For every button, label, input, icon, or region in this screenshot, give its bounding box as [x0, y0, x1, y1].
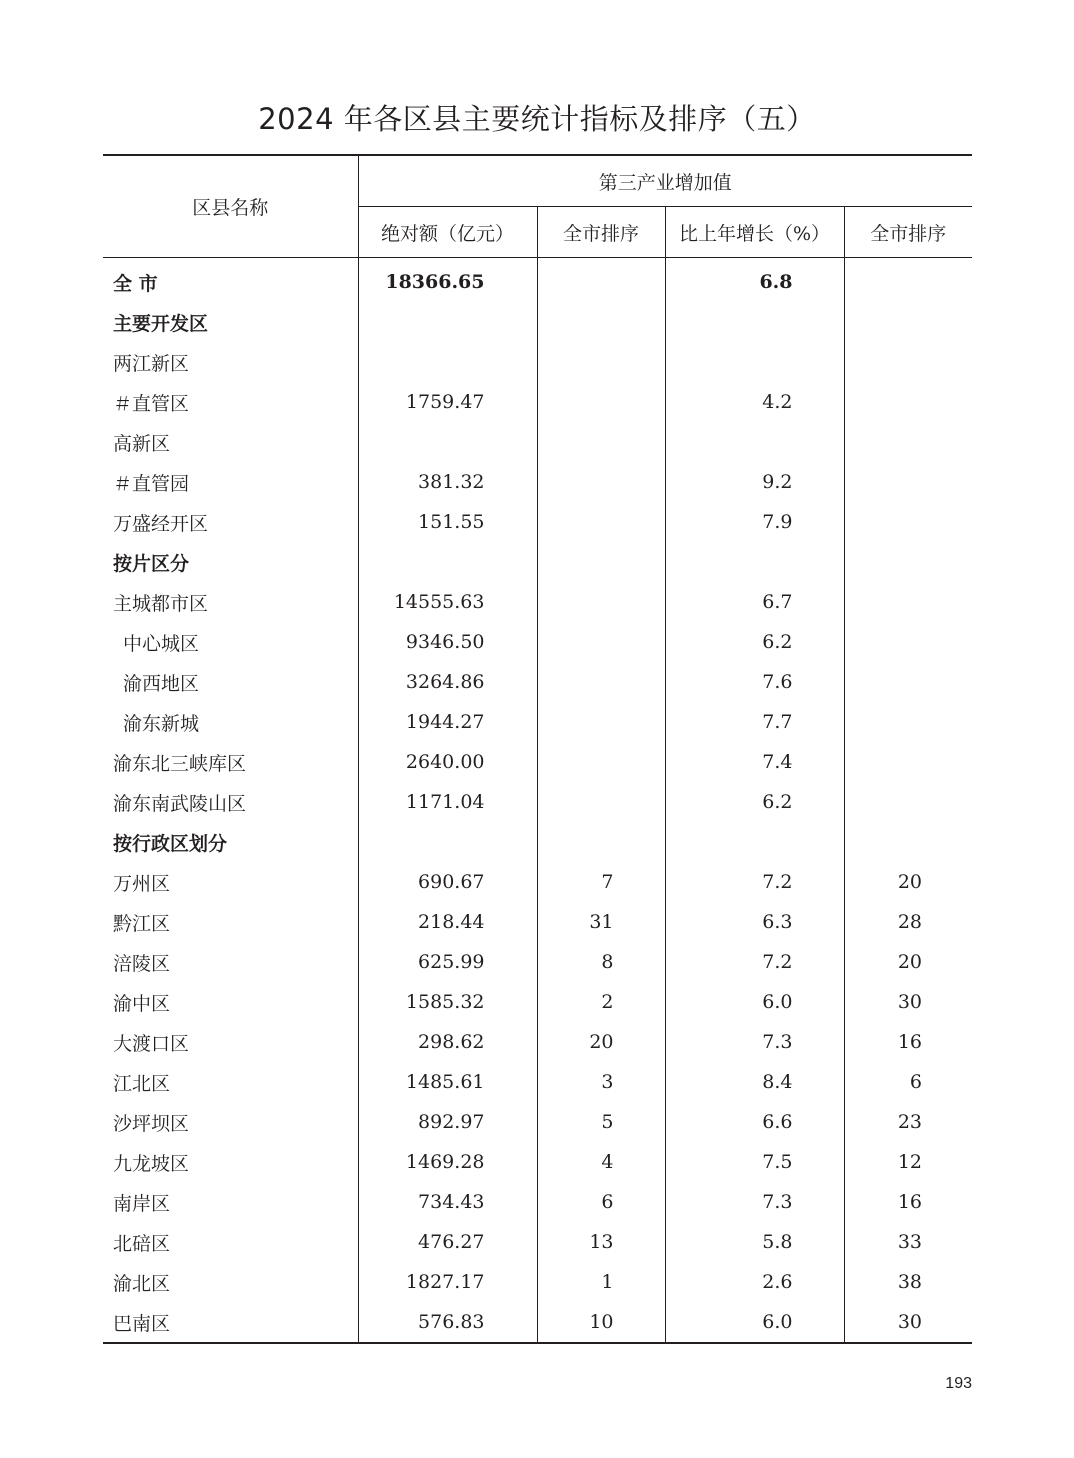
growth-rate-cell: 6.0	[665, 1302, 844, 1343]
table-row	[103, 422, 972, 462]
table-row	[103, 1022, 972, 1062]
city-rank-cell: 31	[537, 902, 665, 942]
absolute-value-cell: 9346.50	[358, 622, 537, 662]
growth-rate-cell: 8.4	[665, 1062, 844, 1102]
city-rank-cell	[537, 542, 665, 582]
absolute-value-cell: 734.43	[358, 1182, 537, 1222]
growth-rate-cell: 6.3	[665, 902, 844, 942]
district-name-cell: 渝中区	[103, 982, 358, 1022]
growth-rank-cell	[844, 342, 972, 382]
district-name-cell: 按片区分	[103, 542, 358, 582]
city-rank-cell	[537, 662, 665, 702]
district-name-cell: 渝东北三峡库区	[103, 742, 358, 782]
district-name-cell: 中心城区	[103, 622, 358, 662]
absolute-value-cell: 1485.61	[358, 1062, 537, 1102]
growth-rate-cell: 9.2	[665, 462, 844, 502]
city-rank-cell	[537, 582, 665, 622]
absolute-value-cell: 1944.27	[358, 702, 537, 742]
statistics-table	[103, 154, 972, 1344]
table-row	[103, 1142, 972, 1182]
growth-rate-cell: 7.4	[665, 742, 844, 782]
absolute-value-cell: 1585.32	[358, 982, 537, 1022]
district-name-cell: 巴南区	[103, 1302, 358, 1343]
growth-rank-cell: 38	[897, 1271, 923, 1293]
growth-rank-cell	[844, 782, 972, 822]
table-row	[103, 582, 972, 622]
growth-rank-cell	[844, 502, 972, 542]
growth-rank-cell	[844, 258, 972, 303]
growth-rank-cell: 30	[897, 991, 923, 1013]
growth-rank-cell: 28	[897, 911, 923, 933]
table-row	[103, 742, 972, 782]
district-name-cell: ＃直管园	[103, 462, 358, 502]
city-rank-cell: 6	[537, 1182, 665, 1222]
district-name-cell: 渝北区	[103, 1262, 358, 1302]
district-name-cell: 渝东南武陵山区	[103, 782, 358, 822]
city-rank-cell: 5	[537, 1102, 665, 1142]
absolute-value-cell: 298.62	[358, 1022, 537, 1062]
city-rank-cell: 13	[537, 1222, 665, 1262]
growth-rank-cell	[844, 542, 972, 582]
city-rank-cell	[537, 622, 665, 662]
district-name-cell: 黔江区	[103, 902, 358, 942]
growth-rate-cell: 7.3	[665, 1182, 844, 1222]
table-row	[103, 982, 972, 1022]
growth-rate-cell: 7.3	[665, 1022, 844, 1062]
district-name-cell: 南岸区	[103, 1182, 358, 1222]
city-rank-cell	[537, 822, 665, 862]
city-rank-cell	[537, 382, 665, 422]
district-name-cell: 渝西地区	[103, 662, 358, 702]
growth-rate-cell: 6.6	[665, 1102, 844, 1142]
city-rank-cell: 20	[537, 1022, 665, 1062]
growth-rate-cell: 2.6	[665, 1262, 844, 1302]
growth-rank-cell: 16	[897, 1031, 923, 1053]
table-row	[103, 702, 972, 742]
growth-rank-cell	[844, 662, 972, 702]
growth-rate-cell: 7.7	[665, 702, 844, 742]
growth-rank-cell: 16	[897, 1191, 923, 1213]
district-name-cell: 北碚区	[103, 1222, 358, 1262]
absolute-value-cell: 576.83	[358, 1302, 537, 1343]
table-row	[103, 902, 972, 942]
absolute-value-cell: 2640.00	[358, 742, 537, 782]
table-row	[103, 1302, 972, 1343]
growth-rate-cell	[665, 822, 844, 862]
growth-rank-cell	[844, 302, 972, 342]
table-row	[103, 342, 972, 382]
district-name-cell: 大渡口区	[103, 1022, 358, 1062]
absolute-value-cell: 476.27	[358, 1222, 537, 1262]
absolute-value-cell	[358, 822, 537, 862]
table-row	[103, 302, 972, 342]
growth-rate-cell	[665, 542, 844, 582]
city-rank-cell	[537, 462, 665, 502]
table-row	[103, 382, 972, 422]
district-name-cell: 主城都市区	[103, 582, 358, 622]
table-row	[103, 622, 972, 662]
city-rank-cell: 4	[537, 1142, 665, 1182]
table-row	[103, 662, 972, 702]
district-name-cell: 按行政区划分	[103, 822, 358, 862]
growth-rate-cell: 5.8	[665, 1222, 844, 1262]
absolute-value-cell	[358, 302, 537, 342]
growth-rank-cell	[844, 622, 972, 662]
growth-rank-cell: 23	[897, 1111, 923, 1133]
column-group-header-tertiary-industry: 第三产业增加值	[358, 155, 972, 207]
growth-rank-cell: 33	[897, 1231, 923, 1253]
column-header-absolute-value: 绝对额（亿元）	[358, 207, 537, 258]
table-row	[103, 782, 972, 822]
district-name-cell: 沙坪坝区	[103, 1102, 358, 1142]
absolute-value-cell	[358, 342, 537, 382]
district-name-cell: 九龙坡区	[103, 1142, 358, 1182]
growth-rate-cell: 4.2	[665, 382, 844, 422]
city-rank-cell	[537, 302, 665, 342]
city-rank-cell	[537, 258, 665, 303]
growth-rank-cell: 20	[897, 951, 923, 973]
city-rank-cell: 3	[537, 1062, 665, 1102]
district-name-cell: 江北区	[103, 1062, 358, 1102]
absolute-value-cell: 1827.17	[358, 1262, 537, 1302]
growth-rank-cell	[844, 422, 972, 462]
district-name-cell: 主要开发区	[103, 302, 358, 342]
city-rank-cell	[537, 702, 665, 742]
column-header-city-rank: 全市排序	[537, 207, 665, 258]
city-rank-cell: 2	[537, 982, 665, 1022]
table-row	[103, 822, 972, 862]
district-name-cell: 全 市	[103, 258, 358, 303]
column-header-growth-rate: 比上年增长（%）	[665, 207, 844, 258]
growth-rank-cell: 20	[897, 871, 923, 893]
absolute-value-cell: 151.55	[358, 502, 537, 542]
growth-rate-cell: 7.2	[665, 862, 844, 902]
column-header-growth-rank: 全市排序	[844, 207, 972, 258]
table-row	[103, 862, 972, 902]
growth-rank-cell	[844, 382, 972, 422]
absolute-value-cell: 14555.63	[358, 582, 537, 622]
district-name-cell: 高新区	[103, 422, 358, 462]
table-row	[103, 258, 972, 303]
page-number: 193	[945, 1375, 972, 1392]
absolute-value-cell: 892.97	[358, 1102, 537, 1142]
table-row	[103, 1102, 972, 1142]
table-row	[103, 1262, 972, 1302]
growth-rank-cell	[844, 582, 972, 622]
absolute-value-cell: 1759.47	[358, 382, 537, 422]
table-row	[103, 542, 972, 582]
absolute-value-cell: 1469.28	[358, 1142, 537, 1182]
absolute-value-cell: 18366.65	[358, 258, 537, 303]
city-rank-cell: 1	[537, 1262, 665, 1302]
page-title: 2024 年各区县主要统计指标及排序（五）	[258, 102, 816, 136]
growth-rate-cell: 7.5	[665, 1142, 844, 1182]
growth-rate-cell: 7.2	[665, 942, 844, 982]
growth-rank-cell: 12	[897, 1151, 923, 1173]
district-name-cell: ＃直管区	[103, 382, 358, 422]
growth-rank-cell	[844, 702, 972, 742]
growth-rate-cell	[665, 422, 844, 462]
absolute-value-cell	[358, 542, 537, 582]
growth-rate-cell: 6.2	[665, 782, 844, 822]
growth-rank-cell: 6	[909, 1071, 923, 1093]
district-name-cell: 万州区	[103, 862, 358, 902]
city-rank-cell: 8	[537, 942, 665, 982]
table-row	[103, 1182, 972, 1222]
growth-rate-cell: 6.0	[665, 982, 844, 1022]
absolute-value-cell: 1171.04	[358, 782, 537, 822]
growth-rank-cell: 30	[844, 1302, 972, 1343]
city-rank-cell: 7	[537, 862, 665, 902]
city-rank-cell	[537, 422, 665, 462]
table-row	[103, 502, 972, 542]
city-rank-cell: 10	[537, 1302, 665, 1343]
city-rank-cell	[537, 342, 665, 382]
city-rank-cell	[537, 502, 665, 542]
growth-rank-cell	[844, 822, 972, 862]
absolute-value-cell: 381.32	[358, 462, 537, 502]
absolute-value-cell: 218.44	[358, 902, 537, 942]
growth-rate-cell: 6.8	[665, 258, 844, 303]
table-row	[103, 942, 972, 982]
absolute-value-cell: 3264.86	[358, 662, 537, 702]
district-name-cell: 两江新区	[103, 342, 358, 382]
growth-rank-cell	[844, 462, 972, 502]
table-row	[103, 1062, 972, 1102]
growth-rate-cell: 6.2	[665, 622, 844, 662]
absolute-value-cell	[358, 422, 537, 462]
growth-rate-cell: 6.7	[665, 582, 844, 622]
table-row	[103, 462, 972, 502]
column-header-district-name: 区县名称	[103, 155, 358, 258]
growth-rank-cell	[844, 742, 972, 782]
district-name-cell: 渝东新城	[103, 702, 358, 742]
district-name-cell: 万盛经开区	[103, 502, 358, 542]
city-rank-cell	[537, 742, 665, 782]
table-body	[103, 258, 972, 1344]
growth-rate-cell	[665, 302, 844, 342]
growth-rate-cell	[665, 342, 844, 382]
growth-rate-cell: 7.6	[665, 662, 844, 702]
table-row	[103, 1222, 972, 1262]
absolute-value-cell: 690.67	[358, 862, 537, 902]
absolute-value-cell: 625.99	[358, 942, 537, 982]
district-name-cell: 涪陵区	[103, 942, 358, 982]
city-rank-cell	[537, 782, 665, 822]
growth-rate-cell: 7.9	[665, 502, 844, 542]
